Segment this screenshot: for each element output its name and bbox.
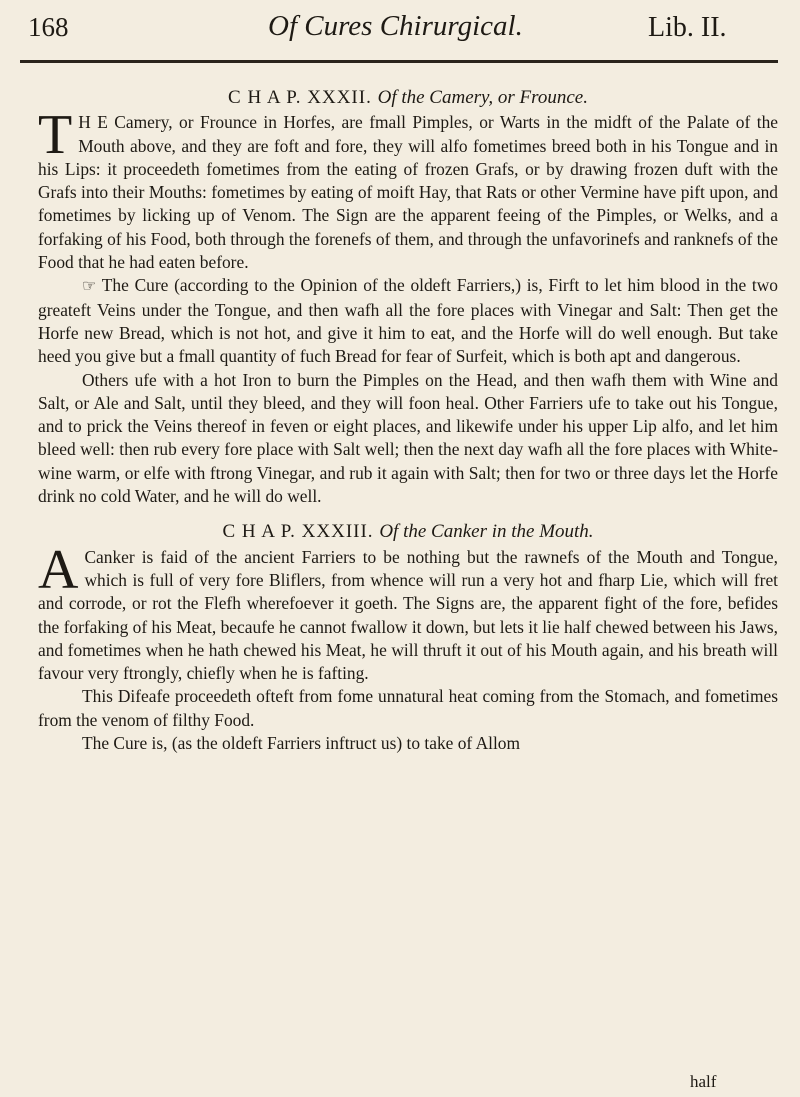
paragraph-text: The Cure (according to the Opinion of the oldeft Farriers,) is, Firft to let him blood in the two greateft Veins under the Tongue, and then wafh all the fore places with Vinegar and Salt: Then get the Horfe new Bread, which is not hot, and give it him to eat, and the Horfe will do well enough. But take heed you give but a fmall quantity of fuch Bread for fear of Surfeit, which is both apt and dangerous. xyxy=(38,275,778,367)
chapter-33-paragraph-2: This Difeafe proceedeth ofteft from fome unnatural heat coming from the Stomach, and fometimes from the venom of filthy Food. xyxy=(38,686,778,730)
chapter-32-paragraph-2 xyxy=(38,274,778,368)
chapter-32-title: Of the Camery, or Frounce. xyxy=(377,87,588,108)
paragraph-text: Canker is faid of the ancient Farriers to be nothing but the rawnefs of the Mouth and Tongue, which is full of very fore Bliflers, from whence will run a very hot and fharp Lie, which will fret and corrode, or rot the Flefh wherefoever it goeth. The Signs are, the apparent fight of the fore, befides the forfaking of his Meat, becaufe he cannot fwallow it down, but lets it lie half chewed between his Jaws, and fometimes when he hath chewed his Meat, he will thruft it out of his Mouth again, and his breath will favour very ftrongly, chiefly when he is fafting. xyxy=(38,546,778,684)
chapter-33-paragraph-3: The Cure is, (as the oldeft Farriers inftruct us) to take of Allom xyxy=(82,733,521,754)
pointing-hand-icon: ☞ xyxy=(82,278,97,296)
paragraph-text: H E Camery, or Frounce in Horfes, are fmall Pimples, or Warts in the midft of the Palate of the Mouth above, and they are foft and fore, they will alfo fometimes breed both in his Tongue and in his Lips: it proceedeth fometimes from the eating of frozen Grafs, or by drawing frozen duft with the Grafs into their Mouths: fometimes by eating of moift Hay, that Rats or other Vermine have pift upon, and fometimes by licking up of Venom. The Sign are the apparent feeing of the Pimples, or Welks, and a forfaking of his Food, both through the forenefs of them, and through the unfavorinefs and ranknefs of the Food that he had eaten before. xyxy=(38,112,778,273)
text-body xyxy=(38,86,778,755)
chapter-33-title: Of the Canker in the Mouth. xyxy=(379,521,594,543)
chapter-32-number: C H A P. XXXII. xyxy=(228,87,372,108)
chapter-32-heading xyxy=(38,86,778,109)
book-number: Lib. II. xyxy=(648,12,727,43)
header-rule xyxy=(20,60,778,63)
dropcap-a: A xyxy=(38,538,79,601)
running-title: Of Cures Chirurgical. xyxy=(268,10,523,42)
chapter-32-paragraph-3: Others ufe with a hot Iron to burn the Pimples on the Head, and then wafh them with Wine and Salt, or Ale and Salt, until they bleed, and they will foon heal. Other Farriers ufe to take out his Tongue, and to prick the Veins thereof in feven or eight places, and likewife under his upper Lip alfo, and let him bleed well: then rub every fore place with Salt well; then the next day wafh all the fore places with White-wine warm, or elfe with ftrong Vinegar, and rub it again with Salt; then for two or three days let the Horfe drink no cold Water, and he will do well. xyxy=(38,369,778,507)
running-head xyxy=(18,6,778,50)
dropcap-t: T xyxy=(38,104,73,167)
chapter-33-paragraph-1 xyxy=(38,538,778,686)
chapter-32-paragraph-1 xyxy=(38,104,778,274)
chapter-33-heading xyxy=(38,520,778,543)
page-number: 168 xyxy=(28,12,69,42)
chapter-33-number: C H A P. XXXIII. xyxy=(222,521,374,543)
catchword: half xyxy=(690,1072,717,1091)
